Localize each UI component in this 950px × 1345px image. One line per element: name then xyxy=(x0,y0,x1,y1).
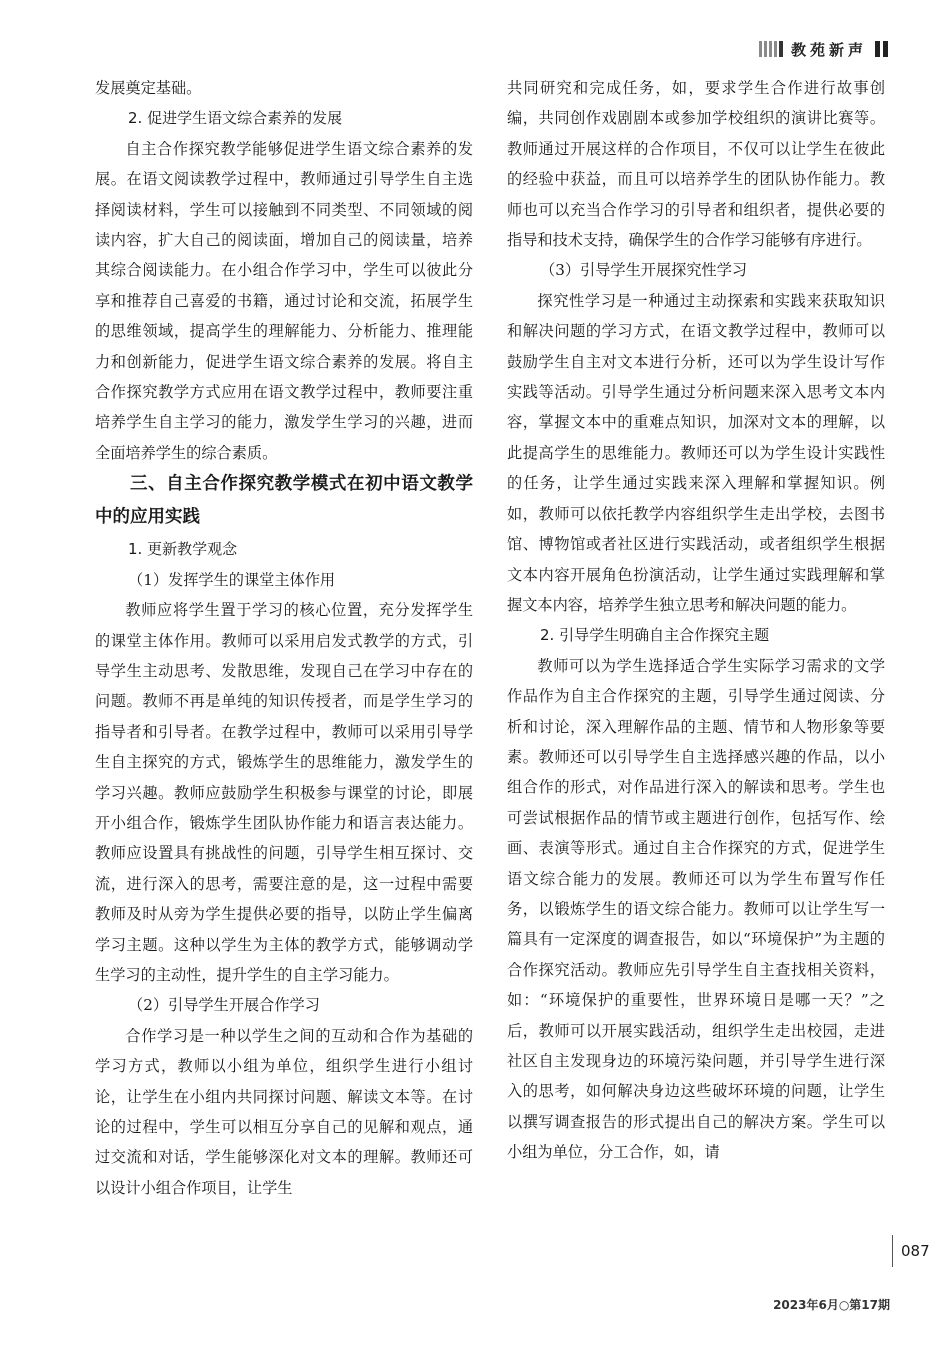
paragraph: 自主合作探究教学能够促进学生语文综合素养的发展。在语文阅读教学过程中，教师通过引导学生自主选择阅读材料，学生可以接触到不同类型、不同领域的阅读内容，扩大自己的阅读面，增加自己的阅读量，培养其综合阅读能力。在小组合作学习中，学生可以彼此分享和推荐自己喜爱的书籍，通过讨论和交流，拓展学生的思维领域，提高学生的理解能力、分析能力、推理能力和创新能力，促进学生语文综合素养的发展。将自主合作探究教学方式应用在语文教学过程中，教师要注重培养学生自主学习的能力，激发学生学习的兴趣，进而全面培养学生的综合素质。 xyxy=(95,139,473,462)
sub-subheading: （3）引导学生开展探究性学习 xyxy=(540,261,748,280)
section-heading: 三、自主合作探究教学模式在初中语文教学中的应用实践 xyxy=(95,474,473,528)
left-column xyxy=(95,73,473,1203)
paragraph: 合作学习是一种以学生之间的互动和合作为基础的学习方式，教师以小组为单位，组织学生进行小组讨论，让学生在小组内共同探讨问题、解读文本等。在讨论的过程中，学生可以相互分享自己的见解和观点，通过交流和对话，学生能够深化对文本的理解。教师还可以设计小组合作项目，让学生 xyxy=(95,1026,473,1197)
journal-section-title: 教苑新声 xyxy=(790,40,867,59)
header-blocks-decoration xyxy=(875,41,888,57)
subheading: 1. 更新教学观念 xyxy=(128,540,238,559)
paragraph: 教师应将学生置于学习的核心位置，充分发挥学生的课堂主体作用。教师可以采用启发式教学的方式，引导学生主动思考、发散思维，发现自己在学习中存在的问题。教师不再是单纯的知识传授者，而是学生学习的指导者和引导者。在教学过程中，教师可以采用引导学生自主探究的方式，锻炼学生的思维能力，激发学生的学习兴趣。教师应鼓励学生积极参与课堂的讨论，即展开小组合作，锻炼学生团队协作能力和语言表达能力。教师应设置具有挑战性的问题，引导学生相互探讨、交流，进行深入的思考，需要注意的是，这一过程中需要教师及时从旁为学生提供必要的指导，以防止学生偏离学习主题。这种以学生为主体的教学方式，能够调动学生学习的主动性，提升学生的自主学习能力。 xyxy=(95,601,473,984)
issue-info: 2023年6月○第17期 xyxy=(773,1298,890,1312)
header-stripes-decoration xyxy=(759,41,783,57)
subheading: 2. 促进学生语文综合素养的发展 xyxy=(128,109,343,128)
paragraph: 发展奠定基础。 xyxy=(95,79,202,97)
sub-subheading: （1）发挥学生的课堂主体作用 xyxy=(128,570,336,589)
sub-subheading: （2）引导学生开展合作学习 xyxy=(128,996,320,1015)
page-number: 087 xyxy=(892,1235,950,1267)
running-header xyxy=(759,38,888,60)
paragraph: 教师可以为学生选择适合学生实际学习需求的文学作品作为自主合作探究的主题，引导学生通过阅读、分析和讨论，深入理解作品的主题、情节和人物形象等要素。教师还可以引导学生自主选择感兴趣的作品，以小组合作的形式，对作品进行深入的解读和思考。学生也可尝试根据作品的情节或主题进行创作，包括写作、绘画、表演等形式。通过自主合作探究的方式，促进学生语文综合能力的发展。教师还可以为学生布置写作任务，以锻炼学生的语文综合能力。教师可以让学生写一篇具有一定深度的调查报告，如以“环境保护”为主题的合作探究活动。教师应先引导学生自主查找相关资料，如：“环境保护的重要性，世界环境日是哪一天？”之后，教师可以开展实践活动，组织学生走出校园，走进社区自主发现身边的环境污染问题，并引导学生进行深入的思考，如何解决身边这些破坏环境的问题，让学生以撰写调查报告的形式提出自己的解决方案。学生可以小组为单位，分工合作，如，请 xyxy=(507,656,885,1162)
paragraph: 共同研究和完成任务，如，要求学生合作进行故事创编，共同创作戏剧剧本或参加学校组织的演讲比赛等。教师通过开展这样的合作项目，不仅可以让学生在彼此的经验中获益，而且可以培养学生的团队协作能力。教师也可以充当合作学习的引导者和组织者，提供必要的指导和技术支持，确保学生的合作学习能够有序进行。 xyxy=(507,79,885,250)
right-column xyxy=(507,73,885,1168)
subheading: 2. 引导学生明确自主合作探究主题 xyxy=(540,626,770,645)
paragraph: 探究性学习是一种通过主动探索和实践来获取知识和解决问题的学习方式，在语文教学过程中，教师可以鼓励学生自主对文本进行分析，还可以为学生设计写作实践等活动。引导学生通过分析问题来深入思考文本内容，掌握文本中的重难点知识，加深对文本的理解，以此提高学生的思维能力。教师还可以为学生设计实践性的任务，让学生通过实践来深入理解和掌握知识。例如，教师可以依托教学内容组织学生走出学校，去图书馆、博物馆或者社区进行实践活动，或者组织学生根据文本内容开展角色扮演活动，让学生通过实践理解和掌握文本内容，培养学生独立思考和解决问题的能力。 xyxy=(507,291,885,614)
